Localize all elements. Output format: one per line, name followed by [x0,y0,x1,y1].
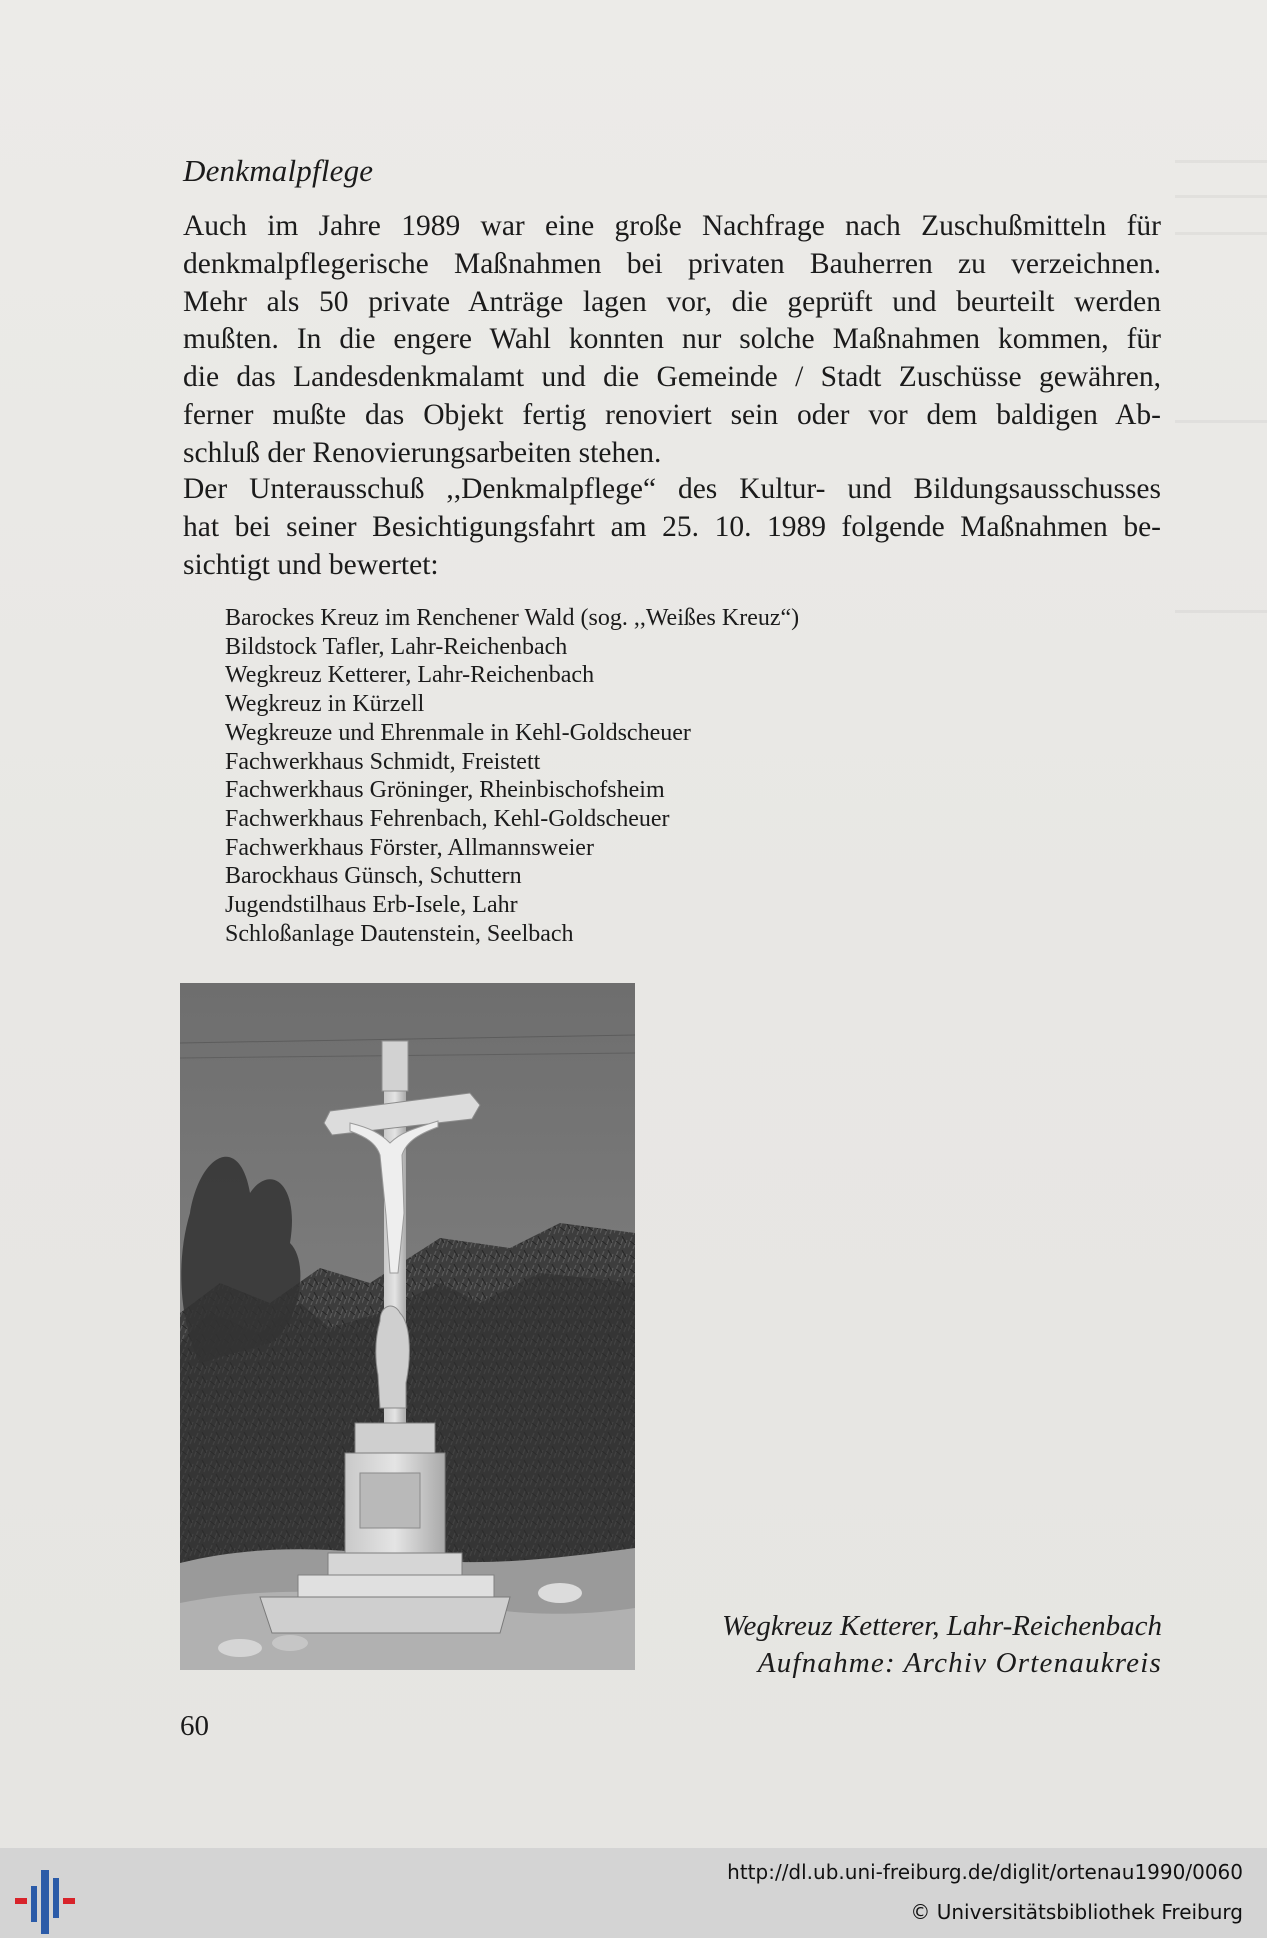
list-item: Jugendstilhaus Erb-Isele, Lahr [225,892,518,919]
paragraph-line: denkmalpflegerische Maßnahmen bei privaten Bauherren zu verzeichnen. [183,247,1161,280]
paragraph-line: Auch im Jahre 1989 war eine große Nachfrage nach Zuschußmitteln für [183,210,1161,242]
page-number: 60 [180,1710,209,1742]
show-through-line [1175,195,1267,198]
caption-title: Wegkreuz Ketterer, Lahr-Reichenbach [722,1610,1162,1642]
intro-paragraph [183,208,1161,473]
paragraph-line: ferner mußte das Objekt fertig renoviert sein oder vor dem baldigen Ab- [183,398,1161,431]
paragraph-line: Der Unterausschuß ,,Denkmalpflege“ des Kultur- und Bildungsausschusses [183,473,1161,505]
paragraph-line: schluß der Renovierungsarbeiten stehen. [183,436,662,469]
list-item: Fachwerkhaus Gröninger, Rheinbischofsheim [225,777,665,804]
caption-credit: Aufnahme: Archiv Ortenaukreis [757,1647,1162,1679]
inspection-paragraph [183,471,1161,584]
list-item: Barockhaus Günsch, Schuttern [225,863,522,890]
university-library-logo-icon[interactable] [15,1870,75,1934]
list-item: Wegkreuz in Kürzell [225,691,425,718]
paragraph-line: mußten. In die engere Wahl konnten nur solche Maßnahmen kommen, für [183,323,1161,356]
paragraph-line: Mehr als 50 private Anträge lagen vor, die geprüft und beurteilt werden [183,285,1161,318]
permalink-url[interactable]: http://dl.ub.uni-freiburg.de/diglit/ortenau1990/0060 [727,1860,1243,1884]
show-through-line [1175,232,1267,235]
list-item: Fachwerkhaus Fehrenbach, Kehl-Goldscheuer [225,805,670,832]
show-through-line [1175,610,1267,613]
photo-caption [722,1608,1162,1682]
list-item: Wegkreuz Ketterer, Lahr-Reichenbach [225,662,595,689]
section-title: Denkmalpflege [183,153,374,188]
list-item: Schloßanlage Dautenstein, Seelbach [225,920,574,947]
list-item: Wegkreuze und Ehrenmale in Kehl-Goldscheuer [225,719,691,746]
paragraph-line: die das Landesdenkmalamt und die Gemeinde / Stadt Zuschüsse gewähren, [183,361,1161,394]
paragraph-line: hat bei seiner Besichtigungsfahrt am 25. 10. 1989 folgende Maßnahmen be- [183,510,1161,543]
list-item: Barockes Kreuz im Renchener Wald (sog. ,,Weißes Kreuz“) [225,605,800,631]
wayside-cross-photo [180,983,635,1670]
viewer-footer [0,1848,1267,1938]
list-item: Fachwerkhaus Schmidt, Freistett [225,748,541,775]
show-through-line [1175,420,1267,423]
inspected-objects-list [225,604,799,948]
copyright-notice: © Universitätsbibliothek Freiburg [910,1900,1243,1924]
paragraph-line: sichtigt und bewertet: [183,548,439,581]
list-item: Fachwerkhaus Förster, Allmannsweier [225,834,594,861]
show-through-line [1175,160,1267,163]
list-item: Bildstock Tafler, Lahr-Reichenbach [225,633,568,660]
